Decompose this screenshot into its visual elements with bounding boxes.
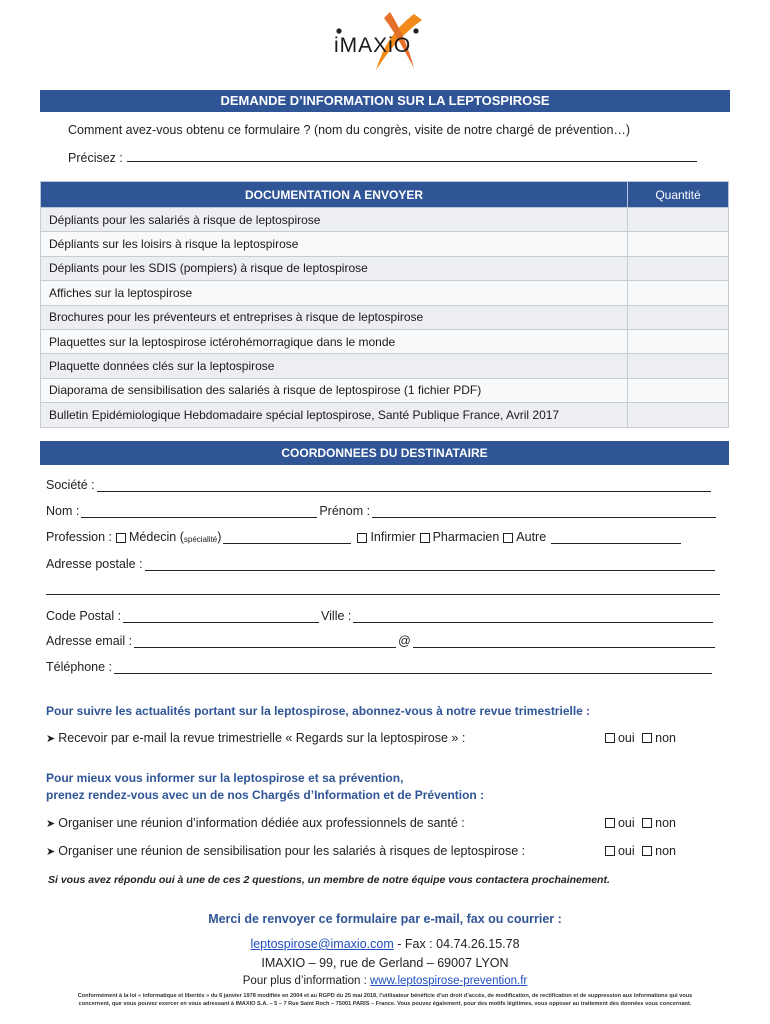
address-label: Adresse postale :: [46, 557, 143, 571]
company-label: Société :: [46, 478, 95, 492]
pharmacist-label: Pharmacien: [432, 530, 500, 544]
zip-input[interactable]: [123, 611, 319, 623]
name-input[interactable]: [81, 506, 317, 518]
specify-label: Précisez :: [68, 151, 123, 165]
quantity-header: Quantité: [628, 182, 729, 208]
phone-label: Téléphone :: [46, 660, 113, 674]
doc-item: Plaquette données clés sur la leptospirose: [41, 354, 628, 378]
zip-city-row: [46, 609, 715, 623]
firstname-label: Prénom :: [319, 504, 371, 518]
quantity-input[interactable]: [628, 403, 729, 427]
table-row: [41, 378, 729, 402]
meeting1-no-checkbox[interactable]: [642, 818, 652, 828]
doc-item: Plaquettes sur la leptospirose ictérohémorragique dans le monde: [41, 329, 628, 353]
newsletter-yes-checkbox[interactable]: [605, 733, 615, 743]
specialty-input[interactable]: [223, 532, 351, 544]
yes-label: oui: [617, 731, 635, 745]
profession-label: Profession :: [46, 530, 113, 544]
city-input[interactable]: [353, 611, 713, 623]
doc-item: Dépliants sur les loisirs à risque la leptospirose: [41, 232, 628, 256]
meetings-heading-line2: prenez rendez-vous avec un de nos Chargés d’Information et de Prévention :: [46, 788, 485, 802]
meeting-item-1: Organiser une réunion d’information dédiée aux professionnels de santé :: [58, 816, 465, 830]
profession-row: [46, 530, 683, 544]
meetings-heading-line1: Pour mieux vous informer sur la leptospirose et sa prévention,: [46, 771, 404, 785]
arrow-bullet-icon: ➤: [46, 846, 56, 858]
nurse-checkbox[interactable]: [357, 533, 367, 543]
doc-item: Brochures pour les préventeurs et entreprises à risque de leptospirose: [41, 305, 628, 329]
website-link[interactable]: www.leptospirose-prevention.fr: [369, 975, 528, 987]
imaxio-logo-mark: [318, 8, 452, 72]
meeting2-yes-checkbox[interactable]: [605, 846, 615, 856]
email-domain-input[interactable]: [413, 636, 715, 648]
specify-input[interactable]: [127, 150, 697, 162]
pharmacist-checkbox[interactable]: [420, 533, 430, 543]
legal-notice: [22, 992, 748, 1008]
email-row: [46, 634, 717, 648]
contact-line: [0, 937, 770, 951]
quantity-input[interactable]: [628, 354, 729, 378]
table-row: [41, 403, 729, 427]
recipient-header: COORDONNEES DU DESTINATAIRE: [40, 441, 729, 465]
quantity-input[interactable]: [628, 281, 729, 305]
more-info-line: [0, 975, 770, 987]
phone-input[interactable]: [114, 662, 712, 674]
doc-item: Bulletin Epidémiologique Hebdomadaire spécial leptospirose, Santé Publique France, Avril 2017: [41, 403, 628, 427]
contact-note: Si vous avez répondu oui à une de ces 2 questions, un membre de notre équipe vous contactera prochainement.: [48, 874, 610, 886]
address-row: [46, 557, 717, 571]
newsletter-no-checkbox[interactable]: [642, 733, 652, 743]
doc-item: Dépliants pour les salariés à risque de leptospirose: [41, 208, 628, 232]
meeting1-yes-checkbox[interactable]: [605, 818, 615, 828]
other-checkbox[interactable]: [503, 533, 513, 543]
email-link[interactable]: leptospirose@imaxio.com: [250, 937, 394, 951]
firstname-input[interactable]: [372, 506, 716, 518]
company-row: [46, 478, 713, 492]
quantity-input[interactable]: [628, 232, 729, 256]
legal-line-1: Conformément à la loi « informatique et libertés » du 6 janvier 1978 modifiée en 2004 et au RGPD du 25 mai 2018, l’utilisateur bénéficie d’un droit d’accès, de modification, de rectification et de suppression aux informations qui vous: [77, 993, 693, 999]
name-row: [46, 504, 718, 518]
doc-item: Dépliants pour les SDIS (pompiers) à risque de leptospirose: [41, 256, 628, 280]
newsletter-item: Recevoir par e-mail la revue trimestrielle « Regards sur la leptospirose » :: [58, 731, 466, 745]
doctor-label: Médecin (: [129, 530, 184, 544]
quantity-input[interactable]: [628, 378, 729, 402]
company-input[interactable]: [97, 480, 711, 492]
no-label: non: [655, 731, 676, 745]
other-input[interactable]: [551, 532, 681, 544]
table-row: [41, 208, 729, 232]
doctor-checkbox[interactable]: [116, 533, 126, 543]
form-title: DEMANDE D’INFORMATION SUR LA LEPTOSPIROSE: [40, 90, 730, 112]
other-label: Autre: [516, 530, 547, 544]
quantity-input[interactable]: [628, 305, 729, 329]
email-user-input[interactable]: [134, 636, 396, 648]
meeting-row-2: [46, 844, 676, 858]
documentation-header: DOCUMENTATION A ENVOYER: [41, 182, 628, 208]
more-info-label: Pour plus d’information :: [242, 975, 367, 987]
imaxio-logo-text: iMAXiO: [334, 34, 412, 57]
yes-label: oui: [617, 816, 635, 830]
fax-number: - Fax : 04.74.26.15.78: [397, 937, 520, 951]
doc-item: Diaporama de sensibilisation des salariés à risque de leptospirose (1 fichier PDF): [41, 378, 628, 402]
address-row-2: [46, 583, 722, 595]
meeting-item-2: Organiser une réunion de sensibilisation pour les salariés à risques de leptospirose :: [58, 844, 526, 858]
no-label: non: [655, 844, 676, 858]
doc-item: Affiches sur la leptospirose: [41, 281, 628, 305]
arrow-bullet-icon: ➤: [46, 733, 56, 745]
intro-specify-row: [68, 150, 697, 165]
quantity-input[interactable]: [628, 208, 729, 232]
yes-label: oui: [617, 844, 635, 858]
quantity-input[interactable]: [628, 256, 729, 280]
no-label: non: [655, 816, 676, 830]
table-row: [41, 256, 729, 280]
name-label: Nom :: [46, 504, 80, 518]
newsletter-heading: Pour suivre les actualités portant sur la leptospirose, abonnez-vous à notre revue trimestrielle :: [46, 704, 591, 718]
table-row: [41, 281, 729, 305]
at-sign: @: [398, 634, 411, 648]
address-input-line-2[interactable]: [46, 583, 720, 595]
intro-question: Comment avez-vous obtenu ce formulaire ? (nom du congrès, visite de notre chargé de prévention…): [68, 123, 631, 137]
arrow-bullet-icon: ➤: [46, 818, 56, 830]
specialty-label: spécialité: [183, 535, 218, 544]
postal-address: IMAXIO – 99, rue de Gerland – 69007 LYON: [261, 956, 509, 970]
meeting-row-1: [46, 816, 676, 830]
zip-label: Code Postal :: [46, 609, 122, 623]
city-label: Ville :: [321, 609, 352, 623]
table-row: [41, 305, 729, 329]
table-row: [41, 329, 729, 353]
thanks-heading: Merci de renvoyer ce formulaire par e-mail, fax ou courrier :: [208, 912, 562, 926]
nurse-label: Infirmier: [370, 530, 416, 544]
doctor-close: ): [217, 530, 222, 544]
email-label: Adresse email :: [46, 634, 133, 648]
imaxio-logo: [318, 8, 452, 72]
legal-line-2: concernent, que vous pouvez exercer en vous adressant à IMAXIO S.A. – 5 – 7 Rue Saint Roch – 75001 PARIS – France. Vous pouvez également, pour des motifs légitimes, vous opposer au traitement des données vous concernant.: [78, 1001, 692, 1007]
meeting2-no-checkbox[interactable]: [642, 846, 652, 856]
newsletter-row: [46, 731, 676, 745]
table-row: [41, 354, 729, 378]
documentation-table: [40, 181, 729, 428]
quantity-input[interactable]: [628, 329, 729, 353]
table-row: [41, 232, 729, 256]
phone-row: [46, 660, 714, 674]
address-input[interactable]: [145, 559, 715, 571]
